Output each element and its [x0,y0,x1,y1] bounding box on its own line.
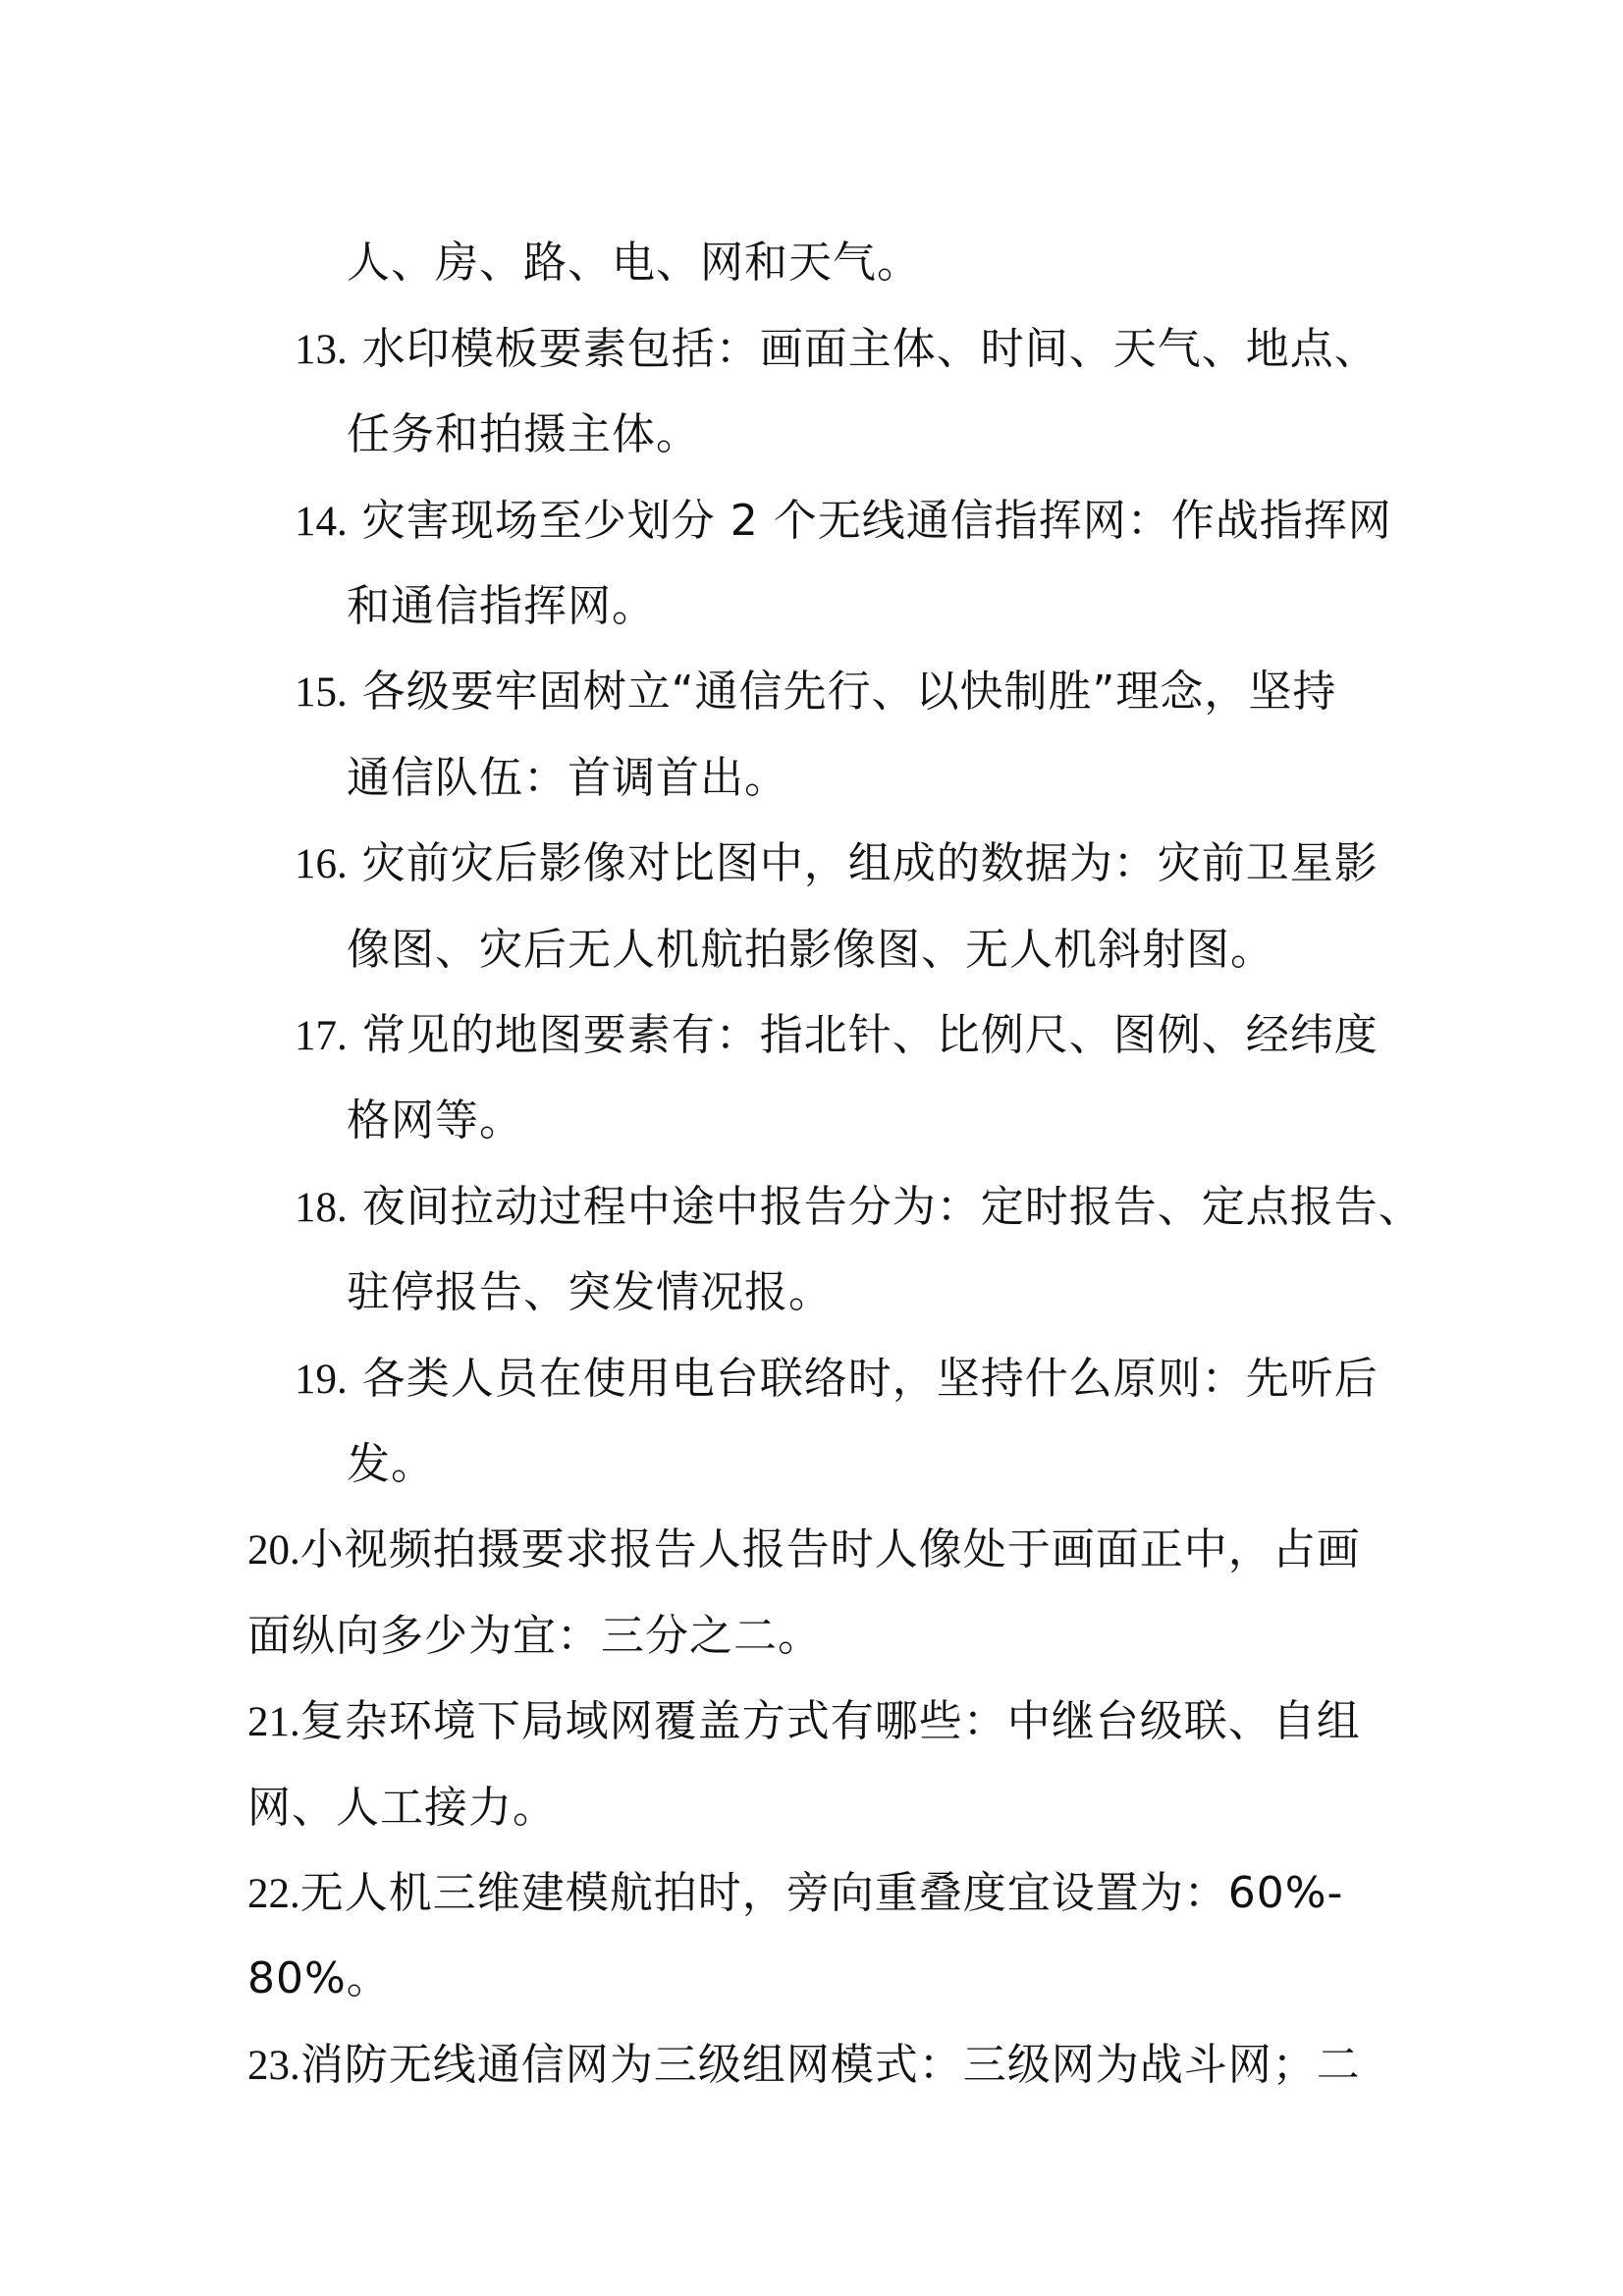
line-text: 网、人工接力。 [247,1783,557,1833]
item-19-line-2 [347,1435,435,1494]
item-number: 13. [295,327,348,373]
line-text: 80%。 [247,1953,391,2003]
line-text: 复杂环境下局域网覆盖方式有哪些：中继台级联、自组 [299,1696,1361,1746]
line-text: 发。 [347,1439,435,1489]
item-number: 23. [247,2043,300,2089]
line-text: 通信队伍：首调首出。 [347,753,788,803]
item-number: 21. [247,1699,300,1745]
item-16-line-2 [347,921,1274,980]
item-20-line-2 [247,1607,822,1666]
item-20-line-1 [247,1521,1361,1579]
item-14-line-1 [295,492,1392,551]
line-text: 消防无线通信网为三级组网模式：三级网为战斗网；二 [299,2040,1361,2090]
line-text: 无人机三维建模航拍时，旁向重叠度宜设置为：60%- [299,1868,1344,1918]
item-17-line-2 [347,1092,523,1150]
item-number: 20. [247,1527,300,1574]
item-number: 18. [295,1185,348,1231]
item-21-line-1 [247,1692,1361,1751]
line-text: 人、房、路、电、网和天气。 [347,238,921,288]
item-19-line-1 [295,1350,1379,1409]
line-text: 灾害现场至少划分 2 个无线通信指挥网：作战指挥网 [347,496,1392,546]
line-1 [347,234,921,293]
item-21-line-2 [247,1779,557,1838]
item-22-line-1 [247,1864,1343,1923]
item-number: 19. [295,1357,348,1403]
item-16-line-1 [295,834,1379,893]
line-text: 驻停报告、突发情况报。 [347,1267,833,1317]
line-text: 夜间拉动过程中途中报告分为：定时报告、定点报告、 [347,1182,1423,1232]
item-22-line-2 [247,1949,391,2008]
item-number: 22. [247,1871,300,1917]
item-23-line-1 [247,2036,1361,2095]
line-text: 格网等。 [347,1095,523,1146]
item-15-line-1 [295,663,1336,721]
item-17-line-1 [295,1006,1379,1065]
item-number: 14. [295,499,348,545]
line-text: 水印模板要素包括：画面主体、时间、天气、地点、 [347,324,1379,374]
item-14-line-2 [347,577,656,636]
item-13-line-2 [347,405,700,464]
line-text: 小视频拍摄要求报告人报告时人像处于画面正中，占画 [299,1524,1361,1575]
line-text: 各级要牢固树立“通信先行、以快制胜”理念，坚持 [347,667,1337,717]
item-number: 16. [295,841,348,887]
line-text: 面纵向多少为宜：三分之二。 [247,1611,822,1661]
item-number: 15. [295,669,348,716]
line-text: 任务和拍摄主体。 [347,409,700,459]
line-text: 和通信指挥网。 [347,581,656,631]
item-13-line-1 [295,320,1379,379]
item-15-line-2 [347,749,788,808]
item-18-line-1 [295,1178,1423,1237]
line-text: 灾前灾后影像对比图中，组成的数据为：灾前卫星影 [347,838,1379,888]
item-18-line-2 [347,1263,833,1322]
line-text: 各类人员在使用电台联络时，坚持什么原则：先听后 [347,1354,1379,1404]
line-text: 常见的地图要素有：指北针、比例尺、图例、经纬度 [347,1010,1379,1060]
item-number: 17. [295,1013,348,1059]
line-text: 像图、灾后无人机航拍影像图、无人机斜射图。 [347,925,1274,975]
